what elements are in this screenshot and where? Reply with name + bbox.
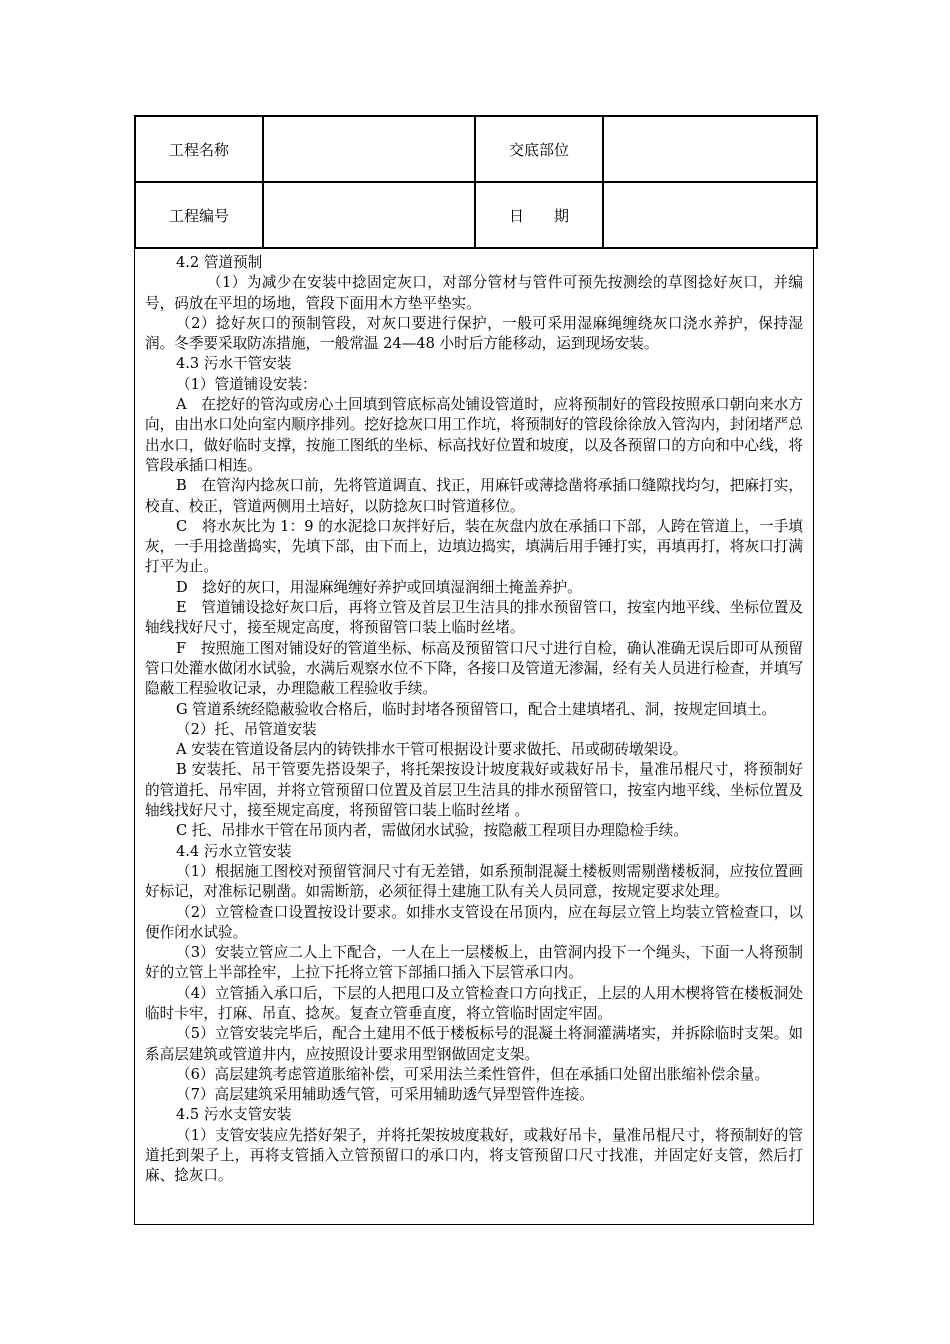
location-value [603, 116, 817, 182]
paragraph: （7）高层建筑采用辅助透气管，可采用辅助透气异型管件连接。 [176, 1086, 594, 1104]
paragraph: D 捻好的灰口，用湿麻绳缠好养护或回填湿润细土掩盖养护。 [176, 578, 582, 596]
paragraph: B 安装托、吊干管要先搭设架子，将托架按设计坡度栽好或栽好吊卡，量准吊棍尺寸，将预制好的管道托、吊牢固，并将立管预留口位置及首层卫生洁具的排水预留管口，按室内地平线、坐标位置及轴线找好尺寸，接至规定高度，将预留管口装上临时丝堵 。 [145, 761, 803, 820]
date-label: 日 期 [475, 182, 603, 248]
paragraph: （4）立管插入承口后，下层的人把甩口及立管检查口方向找正，上层的人用木楔将管在楼板洞处临时卡牢，打麻、吊直、捻灰。复查立管垂直度，将立管临时固定牢固。 [145, 984, 803, 1022]
disclosure-sheet [134, 115, 816, 1225]
location-label: 交底部位 [475, 116, 603, 182]
paragraph: （5）立管安装完毕后，配合土建用不低于楼板标号的混凝土将洞灌满堵实，并拆除临时支架。如系高层建筑或管道井内，应按照设计要求用型钢做固定支架。 [145, 1025, 803, 1063]
paragraph: （1）根据施工图校对预留管洞尺寸有无差错，如系预制混凝土楼板则需剔凿楼板洞，应按位置画好标记，对准标记剔凿。如需断筋，必须征得土建施工队有关人员同意，按规定要求处理。 [145, 862, 803, 901]
paragraph: G 管道系统经隐蔽验收合格后，临时封堵各预留管口，配合土建填堵孔、洞，按规定回填土。 [176, 700, 777, 718]
paragraph: E 管道铺设捻好灰口后，再将立管及首层卫生洁具的排水预留管口，按室内地平线、坐标位置及轴线找好尺寸，接至规定高度，将预留管口装上临时丝堵。 [145, 599, 803, 637]
paragraph: 4.3 污水干管安装 [176, 355, 292, 373]
paragraph: （1）为减少在安装中捻固定灰口，对部分管材与管件可预先按测绘的草图捻好灰口，并编号，码放在平坦的场地，管段下面用木方垫平垫实。 [145, 274, 803, 312]
paragraph: （1）管道铺设安装： [176, 375, 317, 393]
paragraph: （2）立管检查口设置按设计要求。如排水支管设在吊顶内，应在每层立管上均装立管检查口，以便作闭水试验。 [145, 903, 803, 941]
header-row-2 [135, 182, 817, 248]
paragraph: （1）支管安装应先搭好架子，并将托架按坡度栽好，或栽好吊卡，量准吊棍尺寸，将预制好的管道托到架子上，再将支管插入立管预留口的承口内，将支管预留口尺寸找准，并固定好支管，然后打麻、捻灰口。 [145, 1126, 803, 1185]
header-table [134, 115, 818, 249]
project-no-label: 工程编号 [135, 182, 263, 248]
date-value [603, 182, 817, 248]
paragraph: （2）捻好灰口的预制管段，对灰口要进行保护，一般可采用湿麻绳缠绕灰口浇水养护，保持湿润。冬季要采取防冻措施，一般常温 24—48 小时后方能移动，运到现场安装。 [145, 314, 803, 353]
paragraph: C 将水灰比为 1：9 的水泥捻口灰拌好后，装在灰盘内放在承插口下部，人跨在管道上，一手填灰，一手用捻凿捣实，先填下部，由下而上，边填边捣实，填满后用手锤打实，再填再打，将灰口打满打平为止。 [145, 517, 803, 576]
header-row-1 [135, 116, 817, 182]
paragraph: （3）安装立管应二人上下配合，一人在上一层楼板上，由管洞内投下一个绳头，下面一人将预制好的立管上半部拴牢，上拉下托将立管下部插口插入下层管承口内。 [145, 944, 803, 982]
paragraph: （2）托、吊管道安装 [176, 720, 317, 738]
paragraph: A 在挖好的管沟或房心土回填到管底标高处铺设管道时，应将预制好的管段按照承口朝向来水方向，由出水口处向室内顺序排列。挖好捻灰口用工作坑，将预制好的管段徐徐放入管沟内，封闭堵严总出水口，做好临时支撑，按施工图纸的坐标、标高找好位置和坡度，以及各预留口的方向和中心线，将管段承插口相连。 [145, 396, 803, 474]
project-no-value [263, 182, 475, 248]
paragraph: （6）高层建筑考虑管道胀缩补偿，可采用法兰柔性管件，但在承插口处留出胀缩补偿余量。 [176, 1065, 770, 1083]
paragraph: 4.4 污水立管安装 [176, 842, 292, 860]
project-name-value [263, 116, 475, 182]
content-body [134, 249, 814, 1225]
paragraph: A 安装在管道设备层内的铸铁排水干管可根据设计要求做托、吊或砌砖墩架设。 [176, 741, 688, 759]
paragraph: 4.2 管道预制 [176, 254, 263, 271]
paragraph: C 托、吊排水干管在吊顶内者，需做闭水试验，按隐蔽工程项目办理隐检手续。 [176, 822, 688, 840]
project-name-label: 工程名称 [135, 116, 263, 182]
paragraph: F 按照施工图对铺设好的管道坐标、标高及预留管口尺寸进行自检，确认准确无误后即可从预留管口处灌水做闭水试验，水满后观察水位不下降，各接口及管道无渗漏，经有关人员进行检查，并填写隐蔽工程验收记录，办理隐蔽工程验收手续。 [145, 639, 803, 698]
paragraph: B 在管沟内捻灰口前，先将管道调直、找正，用麻钎或薄捻凿将承插口缝隙找均匀，把麻打实，校直、校正，管道两侧用土培好，以防捻灰口时管道移位。 [145, 477, 803, 515]
paragraph: 4.5 污水支管安装 [176, 1106, 292, 1124]
